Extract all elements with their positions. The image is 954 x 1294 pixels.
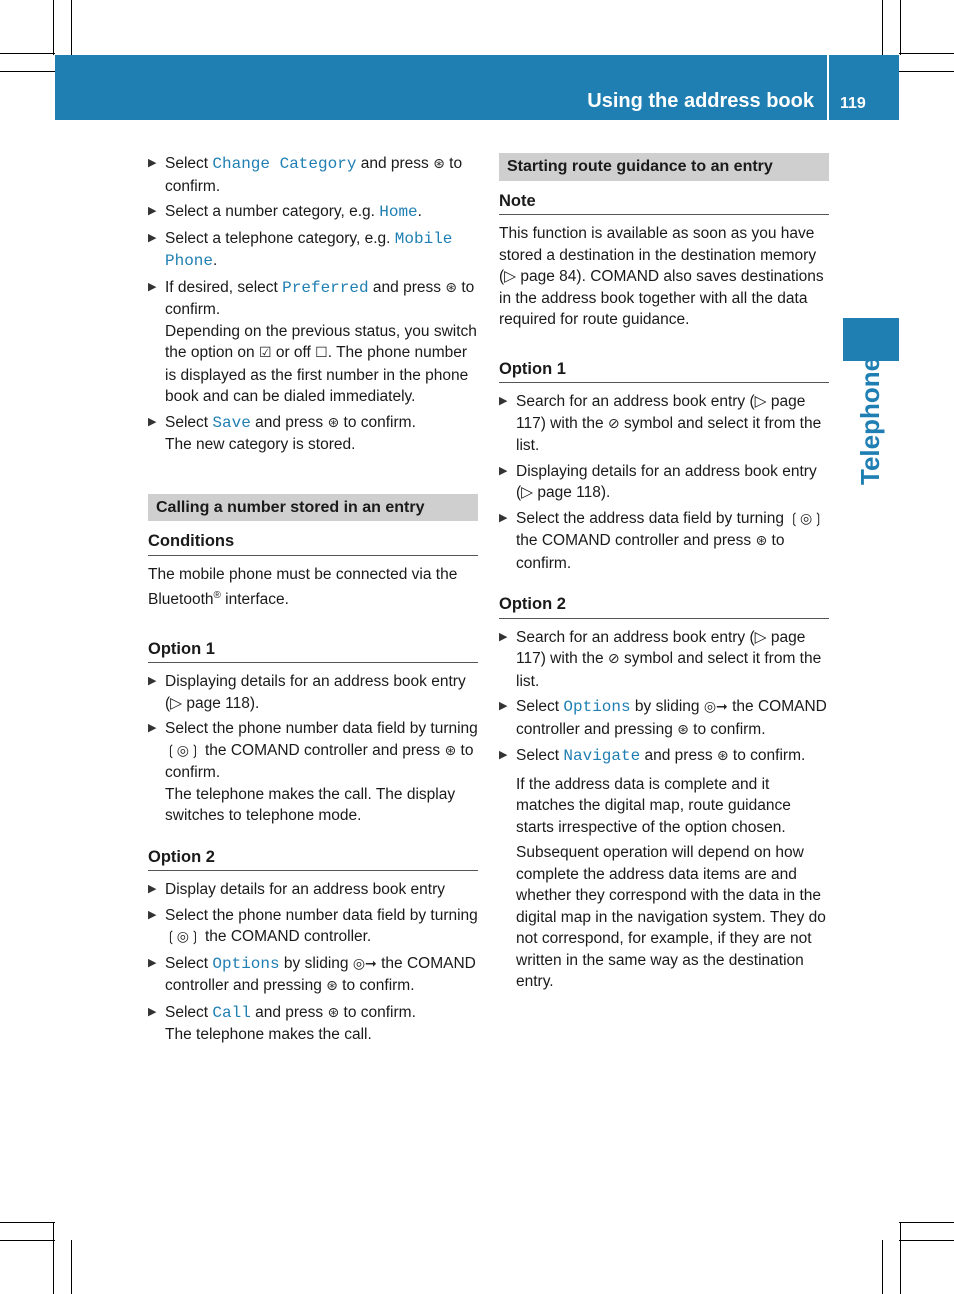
bullet-icon: ▶ [148,956,157,969]
list-item: ▶ Select the address data field by turning ❲◎❳ the COMAND controller and press ⊛ to confirm. [499,509,824,572]
subheading-note: Note [499,191,829,216]
crop-mark [0,1240,55,1241]
press-icon: ⊛ [326,978,338,995]
press-icon: ⊛ [445,279,458,296]
bullet-icon: ▶ [148,157,157,169]
bullet-icon: ▶ [148,883,157,896]
turn-controller-icon: ❲◎❳ [788,510,824,527]
bullet-icon: ▶ [499,749,508,761]
press-icon: ⊛ [327,1004,340,1021]
list-item: ▶ If desired, select Preferred and press ⊛ to confirm. Depending on the previous status, you switch the option on ☑ or off ☐. The phone number is displayed as the first number in the phone book and can be dialed immediately. [148,278,477,405]
checkbox-unchecked-icon: ☐ [315,345,328,361]
bullet-icon: ▶ [499,395,508,407]
crop-mark [899,53,954,54]
slide-controller-icon: ◎➞ [352,955,377,972]
press-icon: ⊛ [433,156,445,172]
crop-mark [53,0,54,55]
crop-mark [899,1222,954,1223]
list-item: ▶ Select Options by sliding ◎➞ the COMAND controller and pressing ⊛ to confirm. [148,953,478,998]
ui-term: Save [212,413,251,432]
crop-mark [71,1240,72,1294]
press-icon: ⊛ [677,721,689,738]
bullet-icon: ▶ [499,511,508,524]
bullet-icon: ▶ [499,630,508,643]
list-item: ▶ Select Change Category and press ⊛ to confirm. [148,155,463,195]
side-tab-label: Telephone [855,356,885,485]
right-column [499,153,829,997]
press-icon: ⊛ [716,748,729,764]
crop-mark [0,1222,55,1223]
list-item: ▶ Select a number category, e.g. Home. [148,203,422,221]
press-icon: ⊛ [755,533,768,549]
crop-mark [900,0,901,55]
ui-term: Options [212,954,280,973]
press-icon: ⊛ [327,414,340,431]
crop-mark [0,71,55,72]
crop-mark [900,1222,901,1294]
bullet-icon: ▶ [148,722,157,735]
section-heading: Calling a number stored in an entry [148,494,478,522]
page-title: Using the address book [587,90,814,112]
navigation-symbol-icon: ⊘ [607,651,620,667]
navigation-symbol-icon: ⊘ [607,415,620,432]
ui-term: Call [212,1003,251,1022]
section-heading: Starting route guidance to an entry [499,153,829,181]
subheading-option-1: Option 1 [148,639,478,664]
list-item: ▶ Search for an address book entry (▷ page 117) with the ⊘ symbol and select it from the list. [499,628,822,690]
ui-term: Change Category [212,155,357,173]
ui-term: Options [563,698,631,716]
bullet-icon: ▶ [499,700,508,712]
crop-mark [53,1222,54,1294]
list-item: ▶ Select Options by sliding ◎➞ the COMAND controller and pressing ⊛ to confirm. [499,696,829,741]
crop-mark [899,1240,954,1241]
list-item: ▶ Search for an address book entry (▷ page 117) with the ⊘ symbol and select it from the list. [499,393,822,454]
header-divider [827,55,829,120]
subheading-option-1: Option 1 [499,359,829,384]
left-column [148,153,478,1050]
subheading-conditions: Conditions [148,531,478,556]
bullet-icon: ▶ [148,231,157,244]
conditions-text: The mobile phone must be connected via the Bluetooth® interface. [148,565,458,609]
bullet-icon: ▶ [148,280,157,293]
ui-term: Home [379,203,418,221]
crop-mark [71,0,72,55]
slide-controller-icon: ◎➞ [703,699,728,715]
bullet-icon: ▶ [148,1005,157,1018]
bullet-icon: ▶ [148,205,157,217]
list-item: ▶ Displaying details for an address book entry (▷ page 118). [499,462,817,501]
bullet-icon: ▶ [148,675,157,688]
list-item: ▶ Displaying details for an address book entry (▷ page 118). [148,673,466,712]
list-item: ▶ Select a telephone category, e.g. Mobile Phone. [148,229,453,270]
crop-mark [882,1240,883,1294]
bullet-icon: ▶ [148,415,157,428]
bullet-icon: ▶ [148,908,157,921]
ui-term: Navigate [563,747,641,765]
bullet-icon: ▶ [499,464,508,477]
list-item: ▶ Select Call and press ⊛ to confirm. The telephone makes the call. [148,1003,416,1044]
ui-term: Mobile Phone [165,229,453,270]
checkbox-checked-icon: ☑ [258,345,272,361]
list-item: ▶ Select the phone number data field by turning ❲◎❳ the COMAND controller. [148,905,478,949]
list-item: ▶ Select the phone number data field by turning ❲◎❳ the COMAND controller and press ⊛ to confirm. The telephone makes the call. The display switches to telephone mode. [148,720,478,825]
turn-controller-icon: ❲◎❳ [165,929,201,946]
list-item: ▶ Select Navigate and press ⊛ to confirm. If the address data is complete and it matches the digital map, route guidance starts irrespective of the option chosen. Subsequent operation will depend on how complete the address data items are and whether they correspond with the data in the digital map in the navigation system. They do not correspond, for example, if they are not written in the same way as the destination entry. [499,747,826,990]
press-icon: ⊛ [444,742,457,759]
crop-mark [882,0,883,55]
turn-controller-icon: ❲◎❳ [165,742,201,759]
subheading-option-2: Option 2 [499,594,829,619]
page-number: 119 [840,95,866,112]
list-item: ▶ Select Save and press ⊛ to confirm. The new category is stored. [148,413,416,453]
crop-mark [0,53,55,54]
subheading-option-2: Option 2 [148,847,478,872]
crop-mark [899,71,954,72]
ui-term: Preferred [282,278,369,297]
side-tab [843,318,899,361]
note-text: This function is available as soon as you have stored a destination in the destination memory (▷ page 84). COMAND also saves destinations in the address book together with all the data required for route guidance. [499,225,824,328]
list-item: ▶ Display details for an address book entry [148,879,478,901]
